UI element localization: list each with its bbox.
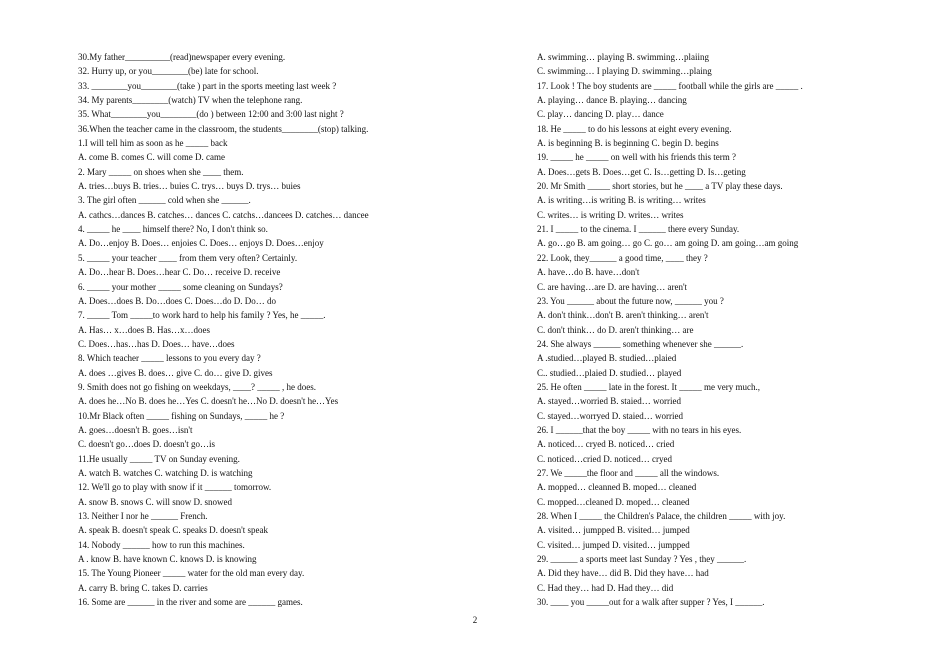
question-line: A. Do…enjoy B. Does… enjoies C. Does… enjoys D. Does…enjoy xyxy=(78,238,324,249)
question-line: 8. Which teacher _____ lessons to you every day ? xyxy=(78,353,261,364)
question-line: 27. We _____the floor and _____ all the windows. xyxy=(537,467,720,478)
question-line: 7. _____ Tom _____to work hard to help his family ? Yes, he _____. xyxy=(78,310,326,321)
question-line: 6. _____ your mother _____ some cleaning on Sundays? xyxy=(78,281,283,292)
question-line: C. are having…are D. are having… aren't xyxy=(537,281,688,292)
question-line: A. Has… x…does B. Has…x…does xyxy=(78,324,210,335)
question-line: A. come B. comes C. will come D. came xyxy=(78,152,225,163)
question-line: A. Do…hear B. Does…hear C. Do… receive D. receive xyxy=(78,267,281,278)
question-line: C. noticed…cried D. noticed… cryed xyxy=(537,453,672,464)
question-line: A. swimming… playing B. swimming…plaiing xyxy=(537,52,710,62)
question-line: A. go…go B. am going… go C. go… am going D. am going…am going xyxy=(537,238,799,249)
question-line: 20. Mr Smith _____ short stories, but he ____ a TV play these days. xyxy=(537,181,783,192)
question-line: 17. Look ! The boy students are _____ football while the girls are _____ . xyxy=(537,80,803,91)
question-line: A. carry B. bring C. takes D. carries xyxy=(78,582,208,593)
question-line: 24. She always ______ something whenever she ______. xyxy=(537,338,744,349)
question-line: A. Does…does B. Do…does C. Does…do D. Do… do xyxy=(78,295,276,306)
question-line: 15. The Young Pioneer _____ water for the old man every day. xyxy=(78,568,305,579)
question-line: 13. Neither I nor he ______ French. xyxy=(78,511,208,521)
question-line: A. tries…buys B. tries… buies C. trys… buys D. trys… buies xyxy=(78,181,301,192)
question-line: 26. I ______that the boy _____ with no tears in his eyes. xyxy=(537,424,742,435)
question-line: A. speak B. doesn't speak C. speaks D. doesn't speak xyxy=(78,525,268,536)
left-column xyxy=(78,50,478,609)
question-line: C. Does…has…has D. Does… have…does xyxy=(78,338,235,349)
question-line: 22. Look, they______ a good time, ____ they ? xyxy=(537,252,708,263)
question-line: 35. What________you________(do ) between 12:00 and 3:00 last night ? xyxy=(78,109,344,120)
question-line: A. visited… jumpped B. visited… jumped xyxy=(537,525,690,536)
question-line: A . know B. have known C. knows D. is knowing xyxy=(78,554,257,565)
question-line: 4. _____ he ____ himself there? No, I don't think so. xyxy=(78,224,268,235)
question-line: C. stayed…worryed D. staied… worried xyxy=(537,410,683,421)
question-line: 36.When the teacher came in the classroom, the students________(stop) talking. xyxy=(78,123,369,134)
question-line: A .studied…played B. studied…plaied xyxy=(537,353,677,364)
question-line: 25. He often _____ late in the forest. It _____ me very much., xyxy=(537,381,760,392)
question-line: 11.He usually _____ TV on Sunday evening. xyxy=(78,453,240,464)
question-line: A. noticed… cryed B. noticed… cried xyxy=(537,439,675,450)
question-line: 30.My father__________(read)newspaper every evening. xyxy=(78,52,286,62)
question-line: 32. Hurry up, or you________(be) late for school. xyxy=(78,66,259,77)
right-column xyxy=(537,50,917,609)
question-line: 19. _____ he _____ on well with his friends this term ? xyxy=(537,152,736,163)
question-line: A. watch B. watches C. watching D. is watching xyxy=(78,467,253,478)
question-line: C. Had they… had D. Had they… did xyxy=(537,582,674,593)
question-line: 16. Some are ______ in the river and some are ______ games. xyxy=(78,597,303,608)
question-line: 28. When I _____ the Children's Palace, the children _____ with joy. xyxy=(537,511,786,521)
question-line: A. is writing…is writing B. is writing… writes xyxy=(537,195,706,206)
question-line: A. Did they have… did B. Did they have… had xyxy=(537,568,709,579)
question-line: A. playing… dance B. playing… dancing xyxy=(537,95,687,106)
question-line: A. is beginning B. is beginning C. begin D. begins xyxy=(537,138,719,149)
question-line: 10.Mr Black often _____ fishing on Sundays, _____ he ? xyxy=(78,410,285,421)
question-line: A. don't think…don't B. aren't thinking… aren't xyxy=(537,310,709,321)
question-line: C. writes… is writing D. writes… writes xyxy=(537,209,684,220)
question-line: C. mopped…cleaned D. moped… cleaned xyxy=(537,496,690,507)
question-line: 2. Mary _____ on shoes when she ____ them. xyxy=(78,166,244,177)
question-line: A. stayed…worried B. staied… worried xyxy=(537,396,681,407)
question-line: 34. My parents________(watch) TV when the telephone rang. xyxy=(78,95,303,106)
question-line: A. does …gives B. does… give C. do… give D. gives xyxy=(78,367,273,378)
question-line: A. have…do B. have…don't xyxy=(537,267,640,278)
question-line: 18. He _____ to do his lessons at eight every evening. xyxy=(537,123,732,134)
question-line: 33. ________you________(take ) part in the sports meeting last week ? xyxy=(78,80,337,91)
question-line: A. cathcs…dances B. catches… dances C. catchs…dancees D. catches… dancee xyxy=(78,209,369,220)
question-line: A. snow B. snows C. will snow D. snowed xyxy=(78,496,233,507)
question-line: C. swimming… I playing D. swimming…plaing xyxy=(537,66,712,77)
question-line: A. goes…doesn't B. goes…isn't xyxy=(78,424,193,435)
question-line: 29. ______ a sports meet last Sunday ? Yes , they ______. xyxy=(537,554,747,565)
question-line: 14. Nobody ______ how to run this machines. xyxy=(78,539,245,550)
question-line: 3. The girl often ______ cold when she ______. xyxy=(78,195,251,206)
question-line: C. doesn't go…does D. doesn't go…is xyxy=(78,439,215,450)
page-number: 2 xyxy=(472,615,478,625)
question-line: A. mopped… cleanned B. moped… cleaned xyxy=(537,482,697,493)
question-line: 23. You ______ about the future now, ______ you ? xyxy=(537,295,724,306)
question-line: 12. We'll go to play with snow if it ______ tomorrow. xyxy=(78,482,272,493)
question-line: 9. Smith does not go fishing on weekdays, ____? _____ , he does. xyxy=(78,381,316,392)
question-line: C. play… dancing D. play… dance xyxy=(537,109,664,120)
question-line: C.. studied…plaied D. studied… played xyxy=(537,367,682,378)
question-line: 21. I _____ to the cinema. I ______ there every Sunday. xyxy=(537,224,740,235)
question-line: 1.I will tell him as soon as he _____ back xyxy=(78,138,228,149)
question-line: A. does he…No B. does he…Yes C. doesn't he…No D. doesn't he…Yes xyxy=(78,396,339,407)
question-line: C. don't think… do D. aren't thinking… are xyxy=(537,324,694,335)
question-line: C. visited… jumped D. visited… jumpped xyxy=(537,539,690,550)
question-line: 5. _____ your teacher ____ from them very often? Certainly. xyxy=(78,252,298,263)
question-line: 30. ____ you _____out for a walk after supper ? Yes, I ______. xyxy=(537,597,765,608)
question-line: A. Does…gets B. Does…get C. Is…getting D. Is…geting xyxy=(537,166,746,177)
